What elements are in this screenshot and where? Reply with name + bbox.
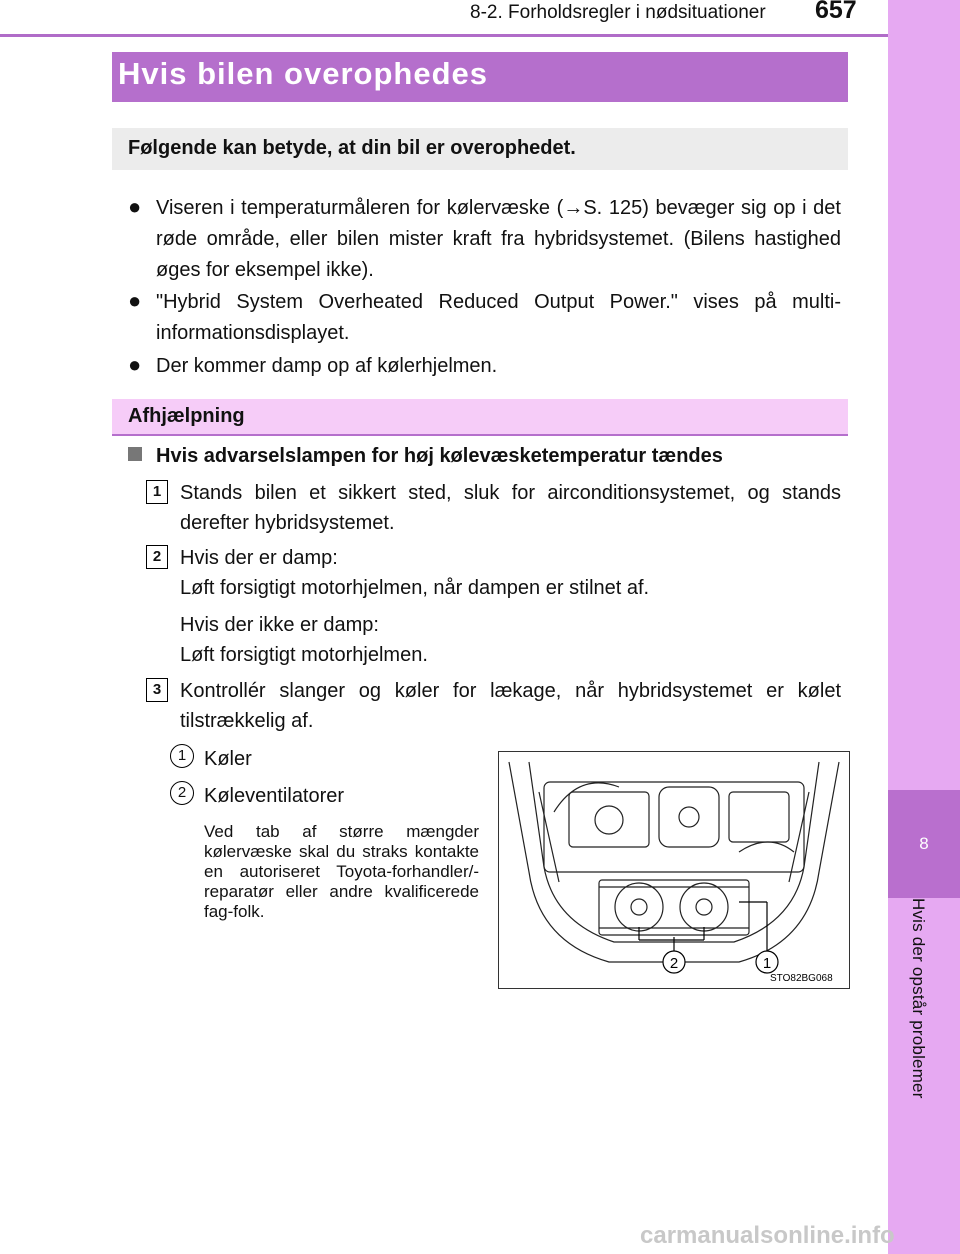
- callout-label: Køleventilatorer: [204, 785, 345, 807]
- figure-code: STO82BG068: [770, 973, 833, 984]
- running-header: 8-2. Forholdsregler i nødsituationer: [470, 2, 766, 23]
- watermark: carmanualsonline.info: [640, 1222, 895, 1249]
- step-text: Stands bilen et sikkert sted, sluk for airconditionsystemet, og stands derefter hybridsystemet.: [180, 482, 841, 534]
- step-text: Hvis der ikke er damp:: [180, 614, 379, 636]
- bullet-icon: ●: [128, 194, 142, 219]
- callout-number: 2: [170, 781, 194, 805]
- subheading: Hvis advarselslampen for høj kølevæsketemperatur tændes: [156, 445, 723, 467]
- page-title: Hvis bilen overophedes: [118, 56, 488, 91]
- step-number: 2: [146, 545, 168, 569]
- step-number: 1: [146, 480, 168, 504]
- step-text: Løft forsigtigt motorhjelmen.: [180, 644, 428, 666]
- bullet-icon: ●: [128, 288, 142, 313]
- step-text: Kontrollér slanger og køler for lækage, når hybridsystemet er kølet tilstrækkelig af.: [180, 680, 841, 732]
- callout-label: Køler: [204, 748, 252, 770]
- note-text: Ved tab af større mængder kølervæske skal du straks kontakte en autoriseret Toyota-forhandler/-reparatør eller andre kvalificerede fag-folk.: [204, 822, 479, 921]
- page-number: 657: [815, 0, 857, 24]
- step-text: Løft forsigtigt motorhjelmen, når dampen er stilnet af.: [180, 577, 650, 599]
- section-heading: Afhjælpning: [128, 405, 245, 427]
- figure-callout-2: 2: [669, 955, 679, 972]
- chapter-number: 8: [919, 834, 929, 853]
- square-bullet-icon: [128, 447, 142, 461]
- callout-number: 1: [170, 744, 194, 768]
- step-number: 3: [146, 678, 168, 702]
- chapter-title: Hvis der opstår problemer: [909, 898, 928, 1099]
- bullet-icon: ●: [128, 352, 142, 377]
- bullet-item: Viseren i temperaturmåleren for kølervæske (→S. 125) bevæger sig op i det røde område, eller bilen mister kraft fra hybridsystemet. (Bilens hastighed øges for eksempel ikke).: [156, 197, 841, 281]
- engine-figure: [498, 751, 850, 989]
- engine-illustration: [499, 752, 849, 988]
- bullet-item: Der kommer damp op af kølerhjelmen.: [156, 355, 498, 377]
- intro-text: Følgende kan betyde, at din bil er overophedet.: [128, 137, 576, 159]
- bullet-item: "Hybrid System Overheated Reduced Output Power." vises på multi-informationsdisplayet.: [156, 291, 841, 344]
- header-rule: [0, 34, 888, 37]
- figure-callout-1: 1: [762, 955, 772, 972]
- step-text: Hvis der er damp:: [180, 547, 338, 569]
